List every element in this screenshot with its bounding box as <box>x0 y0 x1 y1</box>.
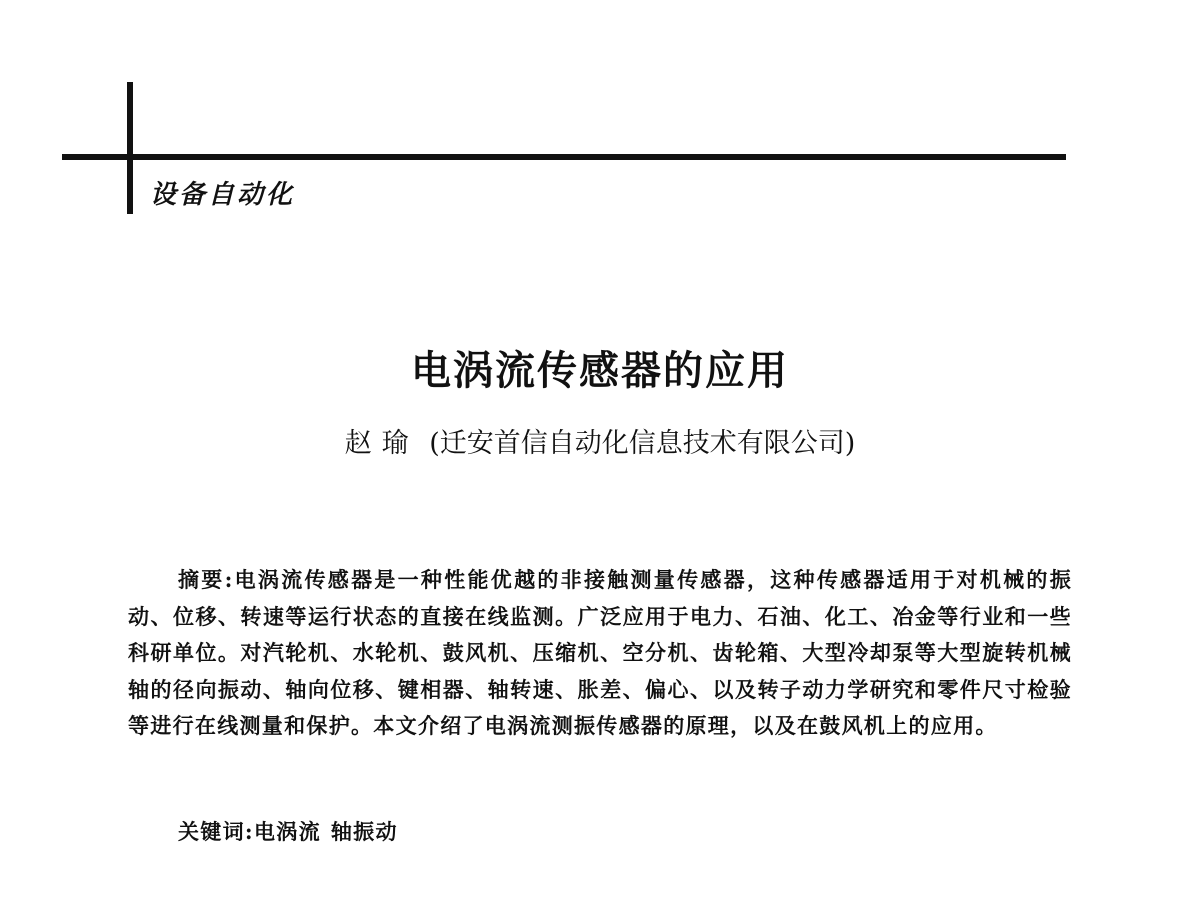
keyword-item: 电涡流 <box>253 819 321 844</box>
author-affiliation: (迁安首信自动化信息技术有限公司) <box>429 428 856 459</box>
abstract-paragraph: 摘要:电涡流传感器是一种性能优越的非接触测量传感器，这种传感器适用于对机械的振动、位移、转速等运行状态的直接在线监测。广泛应用于电力、石油、化工、冶金等行业和一些科研单位。对汽轮机、水轮机、鼓风机、压缩机、空分机、齿轮箱、大型冷却泵等大型旋转机械轴的径向振动、轴向位移、键相器、轴转速、胀差、偏心、以及转子动力学研究和零件尺寸检验等进行在线测量和保护。本文介绍了电涡流测振传感器的原理，以及在鼓风机上的应用。 <box>128 567 1072 738</box>
abstract-label: 摘要 <box>178 567 225 592</box>
abstract-text: 电涡流传感器是一种性能优越的非接触测量传感器，这种传感器适用于对机械的振动、位移、转速等运行状态的直接在线监测。广泛应用于电力、石油、化工、冶金等行业和一些科研单位。对汽轮机、水轮机、鼓风机、压缩机、空分机、齿轮箱、大型冷却泵等大型旋转机械轴的径向振动、轴向位移、键相器、轴转速、胀差、偏心、以及转子动力学研究和零件尺寸检验等进行在线测量和保护。本文介绍了电涡流测振传感器的原理，以及在鼓风机上的应用。 <box>128 567 1072 738</box>
keywords-label: 关键词 <box>178 819 245 844</box>
header-horizontal-rule <box>62 154 1066 160</box>
header-vertical-rule <box>127 82 133 214</box>
author-name: 赵瑜 <box>344 428 419 459</box>
article-title: 电涡流传感器的应用 <box>411 346 789 394</box>
keyword-item: 轴振动 <box>330 819 398 844</box>
keywords-line: 关键词:电涡流 轴振动 <box>178 819 398 844</box>
author-line <box>0 421 1200 460</box>
section-label: 设备自动化 <box>150 180 296 210</box>
